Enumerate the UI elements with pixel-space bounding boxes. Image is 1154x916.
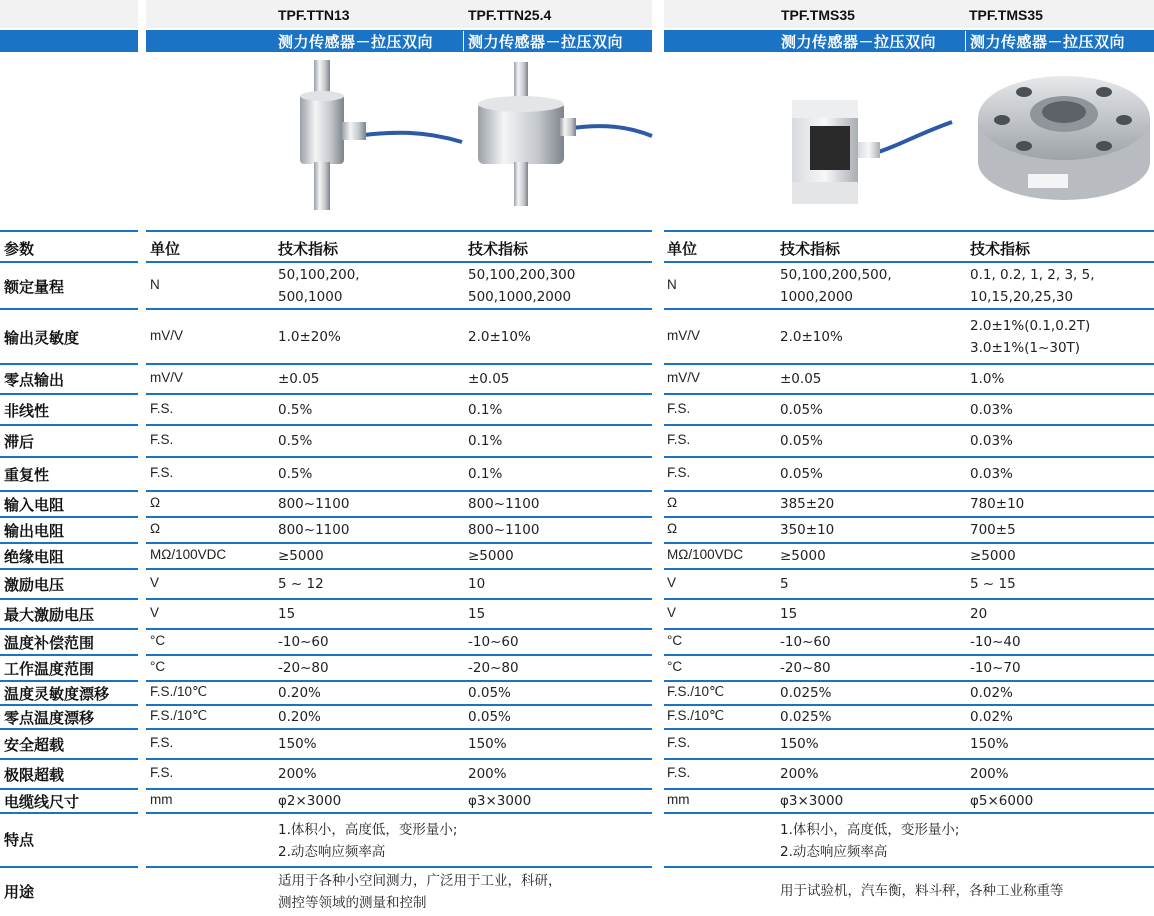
row-separator xyxy=(664,788,1154,790)
spec-value: 15 xyxy=(278,606,296,622)
spec-value: ±0.05 xyxy=(278,371,320,387)
row-separator xyxy=(146,704,652,706)
spec-value: 0.1% xyxy=(468,401,503,418)
row-separator xyxy=(146,516,652,518)
unit-right: F.S. xyxy=(667,432,691,447)
spec-value: 2.0±1%(0.1,0.2T) xyxy=(970,317,1091,334)
param-name: 输出电阻 xyxy=(4,522,65,540)
spec-value: 20 xyxy=(970,606,988,622)
row-separator xyxy=(0,728,138,730)
row-separator xyxy=(664,628,1154,630)
row-separator xyxy=(0,628,138,630)
unit-left: N xyxy=(150,276,160,292)
spec-value: 0.5% xyxy=(278,466,313,482)
row-separator xyxy=(146,230,652,232)
spec-value: 0.05% xyxy=(780,466,823,482)
spec-value: 800~1100 xyxy=(278,496,350,512)
spec-value: 1.0±20% xyxy=(278,328,341,345)
row-separator xyxy=(664,812,1154,814)
unit-right: F.S. xyxy=(667,400,691,416)
row-separator xyxy=(0,542,138,544)
unit-right: F.S./10℃ xyxy=(667,708,725,723)
unit-right: Ω xyxy=(667,521,678,536)
spec-value: 0.1% xyxy=(468,433,503,449)
spec-value: 0.05% xyxy=(780,433,823,449)
spec-value: 2.0±10% xyxy=(468,328,531,345)
spec-value: 3.0±1%(1~30T) xyxy=(970,339,1081,356)
row-separator xyxy=(146,654,652,656)
header-unit-left: 单位 xyxy=(150,240,181,258)
spec-value: 0.03% xyxy=(970,466,1013,482)
param-name: 工作温度范围 xyxy=(4,660,95,678)
model-name-4: TPF.TMS35 xyxy=(969,7,1043,23)
param-name: 非线性 xyxy=(4,401,50,420)
spec-value: -10~70 xyxy=(970,660,1021,676)
spec-value: 200% xyxy=(278,766,317,782)
spec-value: 150% xyxy=(278,736,317,752)
row-separator xyxy=(0,680,138,682)
row-separator xyxy=(0,568,138,570)
param-name: 重复性 xyxy=(4,466,50,484)
load-cell-image-3 xyxy=(788,86,954,208)
spec-value: 700±5 xyxy=(970,522,1016,538)
param-name: 电缆线尺寸 xyxy=(4,793,80,811)
row-separator xyxy=(664,363,1154,365)
header-spec-1: 技术指标 xyxy=(278,240,339,258)
spec-value: 150% xyxy=(468,736,507,752)
model-name-1: TPF.TTN13 xyxy=(278,7,350,23)
spec-value: φ5×6000 xyxy=(970,793,1034,809)
row-separator xyxy=(0,261,138,263)
row-separator xyxy=(146,812,652,814)
row-separator xyxy=(664,704,1154,706)
spec-value: 200% xyxy=(780,766,819,782)
model-header-left xyxy=(146,0,652,28)
spec-value: 800~1100 xyxy=(468,522,540,538)
spec-value: 780±10 xyxy=(970,496,1025,512)
subtitle-divider-right xyxy=(965,31,966,51)
subtitle-3: 测力传感器－拉压双向 xyxy=(781,33,937,51)
param-name: 滞后 xyxy=(4,433,35,451)
row-separator xyxy=(146,628,652,630)
spec-value: 0.1% xyxy=(468,466,503,482)
row-separator xyxy=(664,568,1154,570)
row-separator xyxy=(146,424,652,426)
row-separator xyxy=(146,568,652,570)
spec-value: -20~80 xyxy=(468,660,519,676)
header-spec-3: 技术指标 xyxy=(780,240,841,258)
unit-left: Ω xyxy=(150,521,161,536)
model-name-2: TPF.TTN25.4 xyxy=(468,7,552,23)
spec-value: 10,15,20,25,30 xyxy=(970,288,1074,305)
spec-value: 0.5% xyxy=(278,401,313,418)
unit-left: Ω xyxy=(150,495,161,510)
unit-right: F.S. xyxy=(667,735,691,750)
spec-value: 2.0±10% xyxy=(780,328,843,345)
header-unit-right: 单位 xyxy=(667,240,698,258)
row-separator xyxy=(664,490,1154,492)
param-name: 绝缘电阻 xyxy=(4,548,65,566)
row-separator xyxy=(0,516,138,518)
subtitle-2: 测力传感器－拉压双向 xyxy=(468,33,624,51)
row-separator xyxy=(664,680,1154,682)
row-separator xyxy=(664,261,1154,263)
param-name: 输出灵敏度 xyxy=(4,328,80,347)
header-spec-4: 技术指标 xyxy=(970,240,1031,258)
spec-value: 0.05% xyxy=(468,709,511,725)
spec-value: ≥5000 xyxy=(780,548,826,564)
spec-value: 5 ~ 12 xyxy=(278,576,324,592)
features-label: 特点 xyxy=(4,831,35,849)
unit-left: F.S. xyxy=(150,765,174,780)
unit-left: F.S./10℃ xyxy=(150,684,208,699)
unit-left: V xyxy=(150,605,160,620)
row-separator xyxy=(0,393,138,395)
row-separator xyxy=(0,866,138,868)
row-separator xyxy=(0,788,138,790)
param-name: 输入电阻 xyxy=(4,496,65,514)
unit-right: F.S. xyxy=(667,465,691,480)
subtitle-1: 测力传感器－拉压双向 xyxy=(278,33,434,51)
row-separator xyxy=(146,866,652,868)
spec-value: φ3×3000 xyxy=(468,793,532,809)
spec-value: 15 xyxy=(468,606,486,622)
row-separator xyxy=(146,542,652,544)
unit-right: F.S. xyxy=(667,765,691,780)
unit-right: V xyxy=(667,575,677,590)
spec-value: 0.5% xyxy=(278,433,313,449)
row-separator xyxy=(0,456,138,458)
unit-right: V xyxy=(667,605,677,620)
row-separator xyxy=(146,308,652,310)
param-name: 温度补偿范围 xyxy=(4,634,95,652)
row-separator xyxy=(664,393,1154,395)
row-separator xyxy=(146,598,652,600)
param-name: 温度灵敏度漂移 xyxy=(4,685,110,703)
row-separator xyxy=(664,758,1154,760)
usage-text-left: 测控等领域的测量和控制 xyxy=(278,895,427,911)
unit-left: F.S. xyxy=(150,465,174,480)
unit-left: °C xyxy=(150,633,166,648)
unit-left: F.S./10℃ xyxy=(150,708,208,723)
spec-value: 1000,2000 xyxy=(780,288,854,305)
spec-value: -10~60 xyxy=(278,634,329,650)
model-name-3: TPF.TMS35 xyxy=(781,7,855,23)
unit-right: F.S./10℃ xyxy=(667,684,725,699)
model-header-right xyxy=(664,0,1154,28)
row-separator xyxy=(664,456,1154,458)
spec-value: 500,1000,2000 xyxy=(468,288,572,305)
usage-text-right: 用于试验机，汽车衡，料斗秤，各种工业称重等 xyxy=(780,883,1064,899)
row-separator xyxy=(146,393,652,395)
row-separator xyxy=(664,598,1154,600)
unit-right: °C xyxy=(667,633,683,648)
unit-left: V xyxy=(150,575,160,590)
spec-value: 0.02% xyxy=(970,709,1013,725)
row-separator xyxy=(146,758,652,760)
spec-value: -20~80 xyxy=(278,660,329,676)
spec-value: 385±20 xyxy=(780,496,835,512)
spec-value: 50,100,200,500, xyxy=(780,266,892,283)
spec-value: 15 xyxy=(780,606,798,622)
param-name: 额定量程 xyxy=(4,277,65,296)
row-separator xyxy=(146,788,652,790)
row-separator xyxy=(0,758,138,760)
row-separator xyxy=(146,728,652,730)
row-separator xyxy=(664,308,1154,310)
spec-value: 5 xyxy=(780,576,789,592)
usage-label: 用途 xyxy=(4,883,35,901)
spec-value: ≥5000 xyxy=(970,548,1016,564)
row-separator xyxy=(0,598,138,600)
spec-value: 0.025% xyxy=(780,709,832,725)
header-param: 参数 xyxy=(4,240,35,258)
spec-value: ±0.05 xyxy=(468,371,510,387)
row-separator xyxy=(0,490,138,492)
row-separator xyxy=(0,424,138,426)
spec-value: 0.02% xyxy=(970,685,1013,701)
row-separator xyxy=(664,728,1154,730)
row-separator xyxy=(146,261,652,263)
unit-left: F.S. xyxy=(150,400,174,416)
unit-right: mm xyxy=(667,792,690,807)
subtitle-divider-left xyxy=(463,31,464,51)
row-separator xyxy=(0,654,138,656)
load-cell-image-4 xyxy=(972,62,1154,206)
unit-left: mV/V xyxy=(150,327,184,343)
subtitle-band-left-blank xyxy=(0,30,138,52)
row-separator xyxy=(0,704,138,706)
spec-value: 0.05% xyxy=(468,685,511,701)
unit-right: mV/V xyxy=(667,370,701,385)
spec-value: 200% xyxy=(970,766,1009,782)
spec-value: ≥5000 xyxy=(468,548,514,564)
spec-value: ≥5000 xyxy=(278,548,324,564)
spec-value: 10 xyxy=(468,576,486,592)
spec-value: 0.20% xyxy=(278,685,321,701)
unit-right: mV/V xyxy=(667,327,701,343)
spec-value: 200% xyxy=(468,766,507,782)
spec-value: -10~60 xyxy=(780,634,831,650)
unit-left: mV/V xyxy=(150,370,184,385)
spec-value: 500,1000 xyxy=(278,288,343,305)
spec-value: -10~40 xyxy=(970,634,1021,650)
features-text-left: 2.动态响应频率高 xyxy=(278,844,386,860)
spec-value: 50,100,200,300 xyxy=(468,266,576,283)
row-separator xyxy=(0,363,138,365)
row-separator xyxy=(146,456,652,458)
spec-value: ±0.05 xyxy=(780,371,822,387)
load-cell-image-2 xyxy=(462,62,654,212)
row-separator xyxy=(664,866,1154,868)
unit-right: MΩ/100VDC xyxy=(667,547,744,562)
spec-value: 350±10 xyxy=(780,522,835,538)
row-separator xyxy=(664,654,1154,656)
spec-value: 150% xyxy=(780,736,819,752)
unit-left: F.S. xyxy=(150,735,174,750)
spec-value: 50,100,200, xyxy=(278,266,360,283)
param-name: 激励电压 xyxy=(4,576,65,594)
header-spec-2: 技术指标 xyxy=(468,240,529,258)
row-separator xyxy=(664,516,1154,518)
spec-value: -10~60 xyxy=(468,634,519,650)
unit-right: N xyxy=(667,276,677,292)
subtitle-4: 测力传感器－拉压双向 xyxy=(970,33,1126,51)
unit-left: MΩ/100VDC xyxy=(150,547,227,562)
row-separator xyxy=(146,490,652,492)
unit-left: mm xyxy=(150,792,173,807)
spec-value: 0.03% xyxy=(970,433,1013,449)
unit-left: °C xyxy=(150,659,166,674)
spec-value: 800~1100 xyxy=(468,496,540,512)
row-separator xyxy=(664,230,1154,232)
param-name: 安全超载 xyxy=(4,736,65,754)
spec-value: 0.025% xyxy=(780,685,832,701)
row-separator xyxy=(146,680,652,682)
row-separator xyxy=(0,308,138,310)
row-separator xyxy=(664,424,1154,426)
spec-value: -20~80 xyxy=(780,660,831,676)
unit-right: °C xyxy=(667,659,683,674)
spec-value: 1.0% xyxy=(970,371,1005,387)
features-text-left: 1.体积小，高度低，变形量小; xyxy=(278,822,458,838)
spec-value: φ2×3000 xyxy=(278,793,342,809)
spec-value: 0.05% xyxy=(780,401,823,418)
spec-value: 0.03% xyxy=(970,401,1013,418)
spec-value: 800~1100 xyxy=(278,522,350,538)
unit-right: Ω xyxy=(667,495,678,510)
row-separator xyxy=(0,230,138,232)
load-cell-image-1 xyxy=(272,60,464,216)
row-separator xyxy=(0,812,138,814)
features-text-right: 1.体积小，高度低，变形量小; xyxy=(780,822,960,838)
spec-value: 150% xyxy=(970,736,1009,752)
spec-value: φ3×3000 xyxy=(780,793,844,809)
param-name: 极限超载 xyxy=(4,766,65,784)
spec-value: 0.1, 0.2, 1, 2, 3, 5, xyxy=(970,266,1095,283)
features-text-right: 2.动态响应频率高 xyxy=(780,844,888,860)
row-separator xyxy=(664,542,1154,544)
param-name: 最大激励电压 xyxy=(4,606,95,624)
spec-value: 5 ~ 15 xyxy=(970,576,1016,592)
unit-left: F.S. xyxy=(150,432,174,447)
top-left-header-blank xyxy=(0,0,138,28)
row-separator xyxy=(146,363,652,365)
usage-text-left: 适用于各种小空间测力，广泛用于工业，科研， xyxy=(278,873,562,889)
param-name: 零点输出 xyxy=(4,371,65,389)
spec-value: 0.20% xyxy=(278,709,321,725)
param-name: 零点温度漂移 xyxy=(4,709,95,727)
